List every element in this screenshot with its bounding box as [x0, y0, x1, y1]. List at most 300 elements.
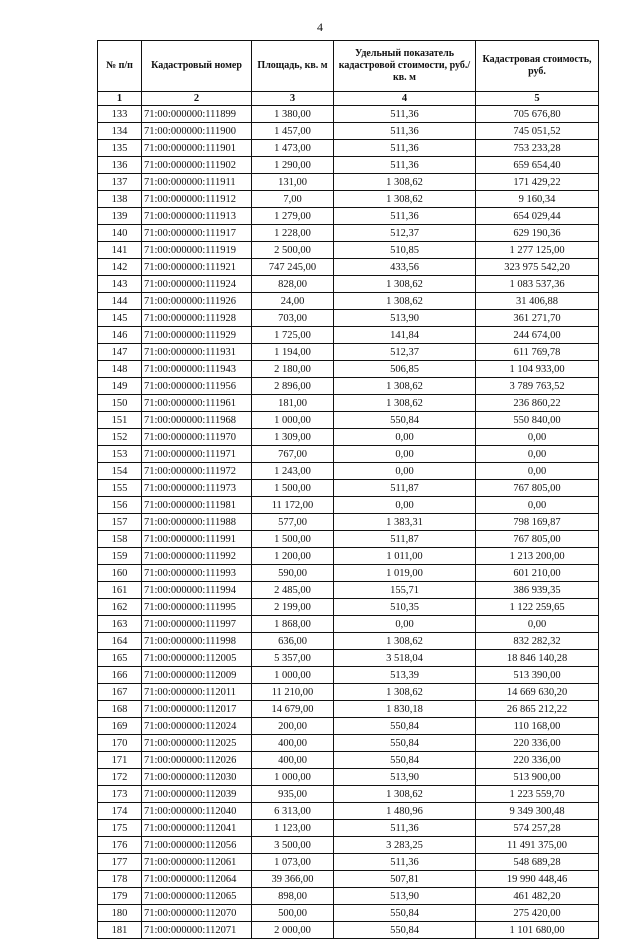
- specific-value-cell: 3 283,25: [334, 837, 476, 854]
- row-number-cell: 150: [98, 395, 142, 412]
- row-number-cell: 140: [98, 225, 142, 242]
- area-cell: 1 243,00: [252, 463, 334, 480]
- cadastral-value-cell: 832 282,32: [476, 633, 599, 650]
- specific-value-cell: 141,84: [334, 327, 476, 344]
- area-cell: 1 000,00: [252, 667, 334, 684]
- cadastral-number-cell: 71:00:000000:111911: [142, 174, 252, 191]
- table-row: [98, 497, 599, 514]
- table-row: [98, 531, 599, 548]
- row-number-cell: 152: [98, 429, 142, 446]
- row-number-cell: 168: [98, 701, 142, 718]
- cadastral-number-cell: 71:00:000000:112071: [142, 922, 252, 939]
- table-row: [98, 922, 599, 939]
- area-cell: 6 313,00: [252, 803, 334, 820]
- cadastral-number-cell: 71:00:000000:111928: [142, 310, 252, 327]
- specific-value-cell: 1 383,31: [334, 514, 476, 531]
- cadastral-number-cell: 71:00:000000:112056: [142, 837, 252, 854]
- table-row: [98, 174, 599, 191]
- cadastral-number-cell: 71:00:000000:111997: [142, 616, 252, 633]
- area-cell: 703,00: [252, 310, 334, 327]
- cadastral-number-cell: 71:00:000000:112017: [142, 701, 252, 718]
- cadastral-number-cell: 71:00:000000:111998: [142, 633, 252, 650]
- row-number-cell: 176: [98, 837, 142, 854]
- row-number-cell: 181: [98, 922, 142, 939]
- specific-value-cell: 1 308,62: [334, 684, 476, 701]
- specific-value-cell: 1 308,62: [334, 378, 476, 395]
- area-cell: 39 366,00: [252, 871, 334, 888]
- area-cell: 200,00: [252, 718, 334, 735]
- area-cell: 2 500,00: [252, 242, 334, 259]
- area-cell: 181,00: [252, 395, 334, 412]
- cadastral-number-cell: 71:00:000000:111899: [142, 106, 252, 123]
- row-number-cell: 155: [98, 480, 142, 497]
- specific-value-cell: 513,39: [334, 667, 476, 684]
- cadastral-number-cell: 71:00:000000:111929: [142, 327, 252, 344]
- cadastral-value-cell: 0,00: [476, 446, 599, 463]
- row-number-cell: 166: [98, 667, 142, 684]
- cadastral-number-cell: 71:00:000000:111991: [142, 531, 252, 548]
- table-row: [98, 888, 599, 905]
- row-number-cell: 143: [98, 276, 142, 293]
- area-cell: 1 500,00: [252, 480, 334, 497]
- cadastral-value-cell: 1 277 125,00: [476, 242, 599, 259]
- row-number-cell: 157: [98, 514, 142, 531]
- specific-value-cell: 1 830,18: [334, 701, 476, 718]
- row-number-cell: 151: [98, 412, 142, 429]
- row-number-cell: 165: [98, 650, 142, 667]
- area-cell: 828,00: [252, 276, 334, 293]
- area-cell: 1 073,00: [252, 854, 334, 871]
- area-cell: 1 868,00: [252, 616, 334, 633]
- cadastral-value-cell: 513 390,00: [476, 667, 599, 684]
- cadastral-number-cell: 71:00:000000:112009: [142, 667, 252, 684]
- cadastral-value-cell: 513 900,00: [476, 769, 599, 786]
- area-cell: 2 000,00: [252, 922, 334, 939]
- area-cell: 1 500,00: [252, 531, 334, 548]
- specific-value-cell: 550,84: [334, 752, 476, 769]
- cadastral-value-cell: 19 990 448,46: [476, 871, 599, 888]
- area-cell: 131,00: [252, 174, 334, 191]
- cadastral-number-cell: 71:00:000000:111924: [142, 276, 252, 293]
- specific-value-cell: 513,90: [334, 310, 476, 327]
- area-cell: 1 228,00: [252, 225, 334, 242]
- specific-value-cell: 550,84: [334, 412, 476, 429]
- specific-value-cell: 1 480,96: [334, 803, 476, 820]
- area-cell: 2 485,00: [252, 582, 334, 599]
- row-number-cell: 133: [98, 106, 142, 123]
- cadastral-value-cell: 361 271,70: [476, 310, 599, 327]
- table-row: [98, 140, 599, 157]
- row-number-cell: 144: [98, 293, 142, 310]
- cadastral-number-cell: 71:00:000000:111961: [142, 395, 252, 412]
- cadastral-value-cell: 275 420,00: [476, 905, 599, 922]
- table-row: [98, 616, 599, 633]
- cadastral-number-cell: 71:00:000000:111919: [142, 242, 252, 259]
- column-number: 4: [334, 92, 476, 106]
- specific-value-cell: 1 308,62: [334, 191, 476, 208]
- row-number-cell: 180: [98, 905, 142, 922]
- specific-value-cell: 1 308,62: [334, 174, 476, 191]
- table-row: [98, 565, 599, 582]
- cadastral-number-cell: 71:00:000000:111900: [142, 123, 252, 140]
- table-row: [98, 633, 599, 650]
- specific-value-cell: 512,37: [334, 225, 476, 242]
- table-row: [98, 905, 599, 922]
- area-cell: 1 000,00: [252, 412, 334, 429]
- specific-value-cell: 511,36: [334, 854, 476, 871]
- cadastral-number-cell: 71:00:000000:111971: [142, 446, 252, 463]
- specific-value-cell: 550,84: [334, 718, 476, 735]
- row-number-cell: 167: [98, 684, 142, 701]
- specific-value-cell: 1 019,00: [334, 565, 476, 582]
- cadastral-value-cell: 0,00: [476, 463, 599, 480]
- table-row: [98, 327, 599, 344]
- cadastral-number-cell: 71:00:000000:111972: [142, 463, 252, 480]
- area-cell: 11 210,00: [252, 684, 334, 701]
- specific-value-cell: 0,00: [334, 497, 476, 514]
- specific-value-cell: 511,36: [334, 106, 476, 123]
- area-cell: 2 199,00: [252, 599, 334, 616]
- cadastral-number-cell: 71:00:000000:112065: [142, 888, 252, 905]
- specific-value-cell: 0,00: [334, 616, 476, 633]
- table-row: [98, 446, 599, 463]
- cadastral-number-cell: 71:00:000000:111992: [142, 548, 252, 565]
- row-number-cell: 177: [98, 854, 142, 871]
- specific-value-cell: 511,87: [334, 531, 476, 548]
- table-header-row: [98, 41, 599, 92]
- header-cadastral-value: Кадастровая стоимость, руб.: [476, 41, 599, 92]
- row-number-cell: 164: [98, 633, 142, 650]
- row-number-cell: 146: [98, 327, 142, 344]
- cadastral-value-cell: 18 846 140,28: [476, 650, 599, 667]
- table-row: [98, 361, 599, 378]
- row-number-cell: 173: [98, 786, 142, 803]
- row-number-cell: 148: [98, 361, 142, 378]
- table-row: [98, 701, 599, 718]
- area-cell: 1 200,00: [252, 548, 334, 565]
- cadastral-value-cell: 1 223 559,70: [476, 786, 599, 803]
- cadastral-value-cell: 171 429,22: [476, 174, 599, 191]
- column-number: 1: [98, 92, 142, 106]
- cadastral-value-cell: 629 190,36: [476, 225, 599, 242]
- cadastral-number-cell: 71:00:000000:111993: [142, 565, 252, 582]
- cadastral-number-cell: 71:00:000000:111902: [142, 157, 252, 174]
- area-cell: 1 725,00: [252, 327, 334, 344]
- area-cell: 7,00: [252, 191, 334, 208]
- table-row: [98, 718, 599, 735]
- cadastral-value-cell: 31 406,88: [476, 293, 599, 310]
- table-row: [98, 157, 599, 174]
- area-cell: 1 000,00: [252, 769, 334, 786]
- specific-value-cell: 3 518,04: [334, 650, 476, 667]
- table-row: [98, 293, 599, 310]
- header-num: № п/п: [98, 41, 142, 92]
- row-number-cell: 160: [98, 565, 142, 582]
- row-number-cell: 149: [98, 378, 142, 395]
- cadastral-value-cell: 0,00: [476, 616, 599, 633]
- cadastral-value-cell: 798 169,87: [476, 514, 599, 531]
- table-row: [98, 429, 599, 446]
- cadastral-number-cell: 71:00:000000:112030: [142, 769, 252, 786]
- cadastral-number-cell: 71:00:000000:111943: [142, 361, 252, 378]
- area-cell: 636,00: [252, 633, 334, 650]
- area-cell: 1 194,00: [252, 344, 334, 361]
- table-row: [98, 463, 599, 480]
- specific-value-cell: 507,81: [334, 871, 476, 888]
- header-area: Площадь, кв. м: [252, 41, 334, 92]
- table-row: [98, 191, 599, 208]
- row-number-cell: 154: [98, 463, 142, 480]
- cadastral-number-cell: 71:00:000000:111913: [142, 208, 252, 225]
- cadastral-number-cell: 71:00:000000:112039: [142, 786, 252, 803]
- row-number-cell: 163: [98, 616, 142, 633]
- column-number: 3: [252, 92, 334, 106]
- row-number-cell: 135: [98, 140, 142, 157]
- row-number-cell: 174: [98, 803, 142, 820]
- cadastral-number-cell: 71:00:000000:111917: [142, 225, 252, 242]
- area-cell: 1 309,00: [252, 429, 334, 446]
- specific-value-cell: 512,37: [334, 344, 476, 361]
- row-number-cell: 161: [98, 582, 142, 599]
- table-row: [98, 276, 599, 293]
- area-cell: 2 180,00: [252, 361, 334, 378]
- row-number-cell: 153: [98, 446, 142, 463]
- row-number-cell: 156: [98, 497, 142, 514]
- specific-value-cell: 513,90: [334, 769, 476, 786]
- row-number-cell: 178: [98, 871, 142, 888]
- table-row: [98, 803, 599, 820]
- specific-value-cell: 1 011,00: [334, 548, 476, 565]
- cadastral-value-cell: 745 051,52: [476, 123, 599, 140]
- cadastral-value-cell: 1 083 537,36: [476, 276, 599, 293]
- page-number: 4: [317, 20, 323, 34]
- row-number-cell: 175: [98, 820, 142, 837]
- table-row: [98, 225, 599, 242]
- area-cell: 1 380,00: [252, 106, 334, 123]
- table-row: [98, 310, 599, 327]
- table-row: [98, 548, 599, 565]
- specific-value-cell: 511,36: [334, 820, 476, 837]
- area-cell: 11 172,00: [252, 497, 334, 514]
- column-number: 2: [142, 92, 252, 106]
- cadastral-value-cell: 1 122 259,65: [476, 599, 599, 616]
- table-row: [98, 837, 599, 854]
- area-cell: 24,00: [252, 293, 334, 310]
- specific-value-cell: 0,00: [334, 463, 476, 480]
- cadastral-value-cell: 654 029,44: [476, 208, 599, 225]
- cadastral-value-cell: 1 104 933,00: [476, 361, 599, 378]
- cadastral-value-cell: 574 257,28: [476, 820, 599, 837]
- cadastral-number-cell: 71:00:000000:112005: [142, 650, 252, 667]
- cadastral-number-cell: 71:00:000000:112040: [142, 803, 252, 820]
- specific-value-cell: 1 308,62: [334, 633, 476, 650]
- area-cell: 2 896,00: [252, 378, 334, 395]
- row-number-cell: 137: [98, 174, 142, 191]
- cadastral-number-cell: 71:00:000000:111926: [142, 293, 252, 310]
- table-row: [98, 854, 599, 871]
- column-number-row: [98, 92, 599, 106]
- specific-value-cell: 513,90: [334, 888, 476, 905]
- cadastral-number-cell: 71:00:000000:112061: [142, 854, 252, 871]
- table-row: [98, 123, 599, 140]
- specific-value-cell: 510,35: [334, 599, 476, 616]
- area-cell: 1 473,00: [252, 140, 334, 157]
- specific-value-cell: 1 308,62: [334, 276, 476, 293]
- header-cadastral-number: Кадастровый номер: [142, 41, 252, 92]
- row-number-cell: 145: [98, 310, 142, 327]
- cadastral-number-cell: 71:00:000000:111912: [142, 191, 252, 208]
- cadastral-number-cell: 71:00:000000:111931: [142, 344, 252, 361]
- area-cell: 400,00: [252, 735, 334, 752]
- cadastral-number-cell: 71:00:000000:111956: [142, 378, 252, 395]
- cadastral-value-cell: 659 654,40: [476, 157, 599, 174]
- specific-value-cell: 511,36: [334, 157, 476, 174]
- cadastral-value-cell: 753 233,28: [476, 140, 599, 157]
- cadastral-number-cell: 71:00:000000:111995: [142, 599, 252, 616]
- row-number-cell: 171: [98, 752, 142, 769]
- cadastral-number-cell: 71:00:000000:111988: [142, 514, 252, 531]
- cadastral-number-cell: 71:00:000000:112025: [142, 735, 252, 752]
- cadastral-value-cell: 611 769,78: [476, 344, 599, 361]
- specific-value-cell: 511,36: [334, 123, 476, 140]
- specific-value-cell: 0,00: [334, 446, 476, 463]
- area-cell: 400,00: [252, 752, 334, 769]
- row-number-cell: 136: [98, 157, 142, 174]
- specific-value-cell: 0,00: [334, 429, 476, 446]
- table-row: [98, 667, 599, 684]
- row-number-cell: 147: [98, 344, 142, 361]
- cadastral-number-cell: 71:00:000000:112026: [142, 752, 252, 769]
- table-row: [98, 786, 599, 803]
- cadastral-number-cell: 71:00:000000:112064: [142, 871, 252, 888]
- cadastral-value-cell: 220 336,00: [476, 752, 599, 769]
- area-cell: 14 679,00: [252, 701, 334, 718]
- table-row: [98, 514, 599, 531]
- cadastral-value-cell: 11 491 375,00: [476, 837, 599, 854]
- column-number: 5: [476, 92, 599, 106]
- specific-value-cell: 155,71: [334, 582, 476, 599]
- specific-value-cell: 510,85: [334, 242, 476, 259]
- specific-value-cell: 433,56: [334, 259, 476, 276]
- area-cell: 1 290,00: [252, 157, 334, 174]
- area-cell: 1 279,00: [252, 208, 334, 225]
- cadastral-number-cell: 71:00:000000:112011: [142, 684, 252, 701]
- row-number-cell: 159: [98, 548, 142, 565]
- table-row: [98, 259, 599, 276]
- cadastral-value-table: [97, 40, 599, 939]
- cadastral-value-cell: 220 336,00: [476, 735, 599, 752]
- table-row: [98, 412, 599, 429]
- table-body: [98, 106, 599, 939]
- cadastral-value-cell: 548 689,28: [476, 854, 599, 871]
- area-cell: 577,00: [252, 514, 334, 531]
- cadastral-value-cell: 767 805,00: [476, 480, 599, 497]
- specific-value-cell: 511,36: [334, 208, 476, 225]
- table-row: [98, 480, 599, 497]
- table-row: [98, 684, 599, 701]
- area-cell: 747 245,00: [252, 259, 334, 276]
- row-number-cell: 158: [98, 531, 142, 548]
- table-row: [98, 752, 599, 769]
- table-row: [98, 106, 599, 123]
- cadastral-value-cell: 461 482,20: [476, 888, 599, 905]
- row-number-cell: 162: [98, 599, 142, 616]
- table-row: [98, 208, 599, 225]
- area-cell: 500,00: [252, 905, 334, 922]
- cadastral-value-cell: 14 669 630,20: [476, 684, 599, 701]
- cadastral-number-cell: 71:00:000000:111970: [142, 429, 252, 446]
- cadastral-value-cell: 3 789 763,52: [476, 378, 599, 395]
- area-cell: 1 123,00: [252, 820, 334, 837]
- cadastral-value-cell: 236 860,22: [476, 395, 599, 412]
- cadastral-number-cell: 71:00:000000:111968: [142, 412, 252, 429]
- row-number-cell: 169: [98, 718, 142, 735]
- cadastral-number-cell: 71:00:000000:111981: [142, 497, 252, 514]
- specific-value-cell: 550,84: [334, 922, 476, 939]
- area-cell: 590,00: [252, 565, 334, 582]
- cadastral-value-cell: 386 939,35: [476, 582, 599, 599]
- cadastral-number-cell: 71:00:000000:112041: [142, 820, 252, 837]
- specific-value-cell: 550,84: [334, 735, 476, 752]
- row-number-cell: 139: [98, 208, 142, 225]
- row-number-cell: 142: [98, 259, 142, 276]
- table-row: [98, 599, 599, 616]
- row-number-cell: 134: [98, 123, 142, 140]
- specific-value-cell: 511,36: [334, 140, 476, 157]
- specific-value-cell: 506,85: [334, 361, 476, 378]
- row-number-cell: 138: [98, 191, 142, 208]
- specific-value-cell: 1 308,62: [334, 293, 476, 310]
- cadastral-value-cell: 0,00: [476, 497, 599, 514]
- cadastral-value-cell: 26 865 212,22: [476, 701, 599, 718]
- specific-value-cell: 1 308,62: [334, 395, 476, 412]
- specific-value-cell: 1 308,62: [334, 786, 476, 803]
- table-row: [98, 395, 599, 412]
- area-cell: 1 457,00: [252, 123, 334, 140]
- cadastral-value-cell: 9 349 300,48: [476, 803, 599, 820]
- header-specific-value: Удельный показатель кадастровой стоимости, руб./кв. м: [334, 41, 476, 92]
- specific-value-cell: 550,84: [334, 905, 476, 922]
- cadastral-number-cell: 71:00:000000:111994: [142, 582, 252, 599]
- cadastral-number-cell: 71:00:000000:111973: [142, 480, 252, 497]
- cadastral-number-cell: 71:00:000000:111901: [142, 140, 252, 157]
- cadastral-value-cell: 323 975 542,20: [476, 259, 599, 276]
- cadastral-number-cell: 71:00:000000:112070: [142, 905, 252, 922]
- area-cell: 935,00: [252, 786, 334, 803]
- row-number-cell: 172: [98, 769, 142, 786]
- cadastral-value-cell: 1 213 200,00: [476, 548, 599, 565]
- table-row: [98, 582, 599, 599]
- cadastral-value-cell: 244 674,00: [476, 327, 599, 344]
- row-number-cell: 179: [98, 888, 142, 905]
- cadastral-value-cell: 110 168,00: [476, 718, 599, 735]
- table-row: [98, 871, 599, 888]
- table-row: [98, 344, 599, 361]
- cadastral-value-cell: 0,00: [476, 429, 599, 446]
- area-cell: 898,00: [252, 888, 334, 905]
- cadastral-number-cell: 71:00:000000:112024: [142, 718, 252, 735]
- table-row: [98, 242, 599, 259]
- cadastral-value-cell: 601 210,00: [476, 565, 599, 582]
- table-row: [98, 735, 599, 752]
- cadastral-value-cell: 1 101 680,00: [476, 922, 599, 939]
- cadastral-value-cell: 9 160,34: [476, 191, 599, 208]
- cadastral-value-cell: 767 805,00: [476, 531, 599, 548]
- row-number-cell: 141: [98, 242, 142, 259]
- cadastral-value-cell: 705 676,80: [476, 106, 599, 123]
- area-cell: 767,00: [252, 446, 334, 463]
- specific-value-cell: 511,87: [334, 480, 476, 497]
